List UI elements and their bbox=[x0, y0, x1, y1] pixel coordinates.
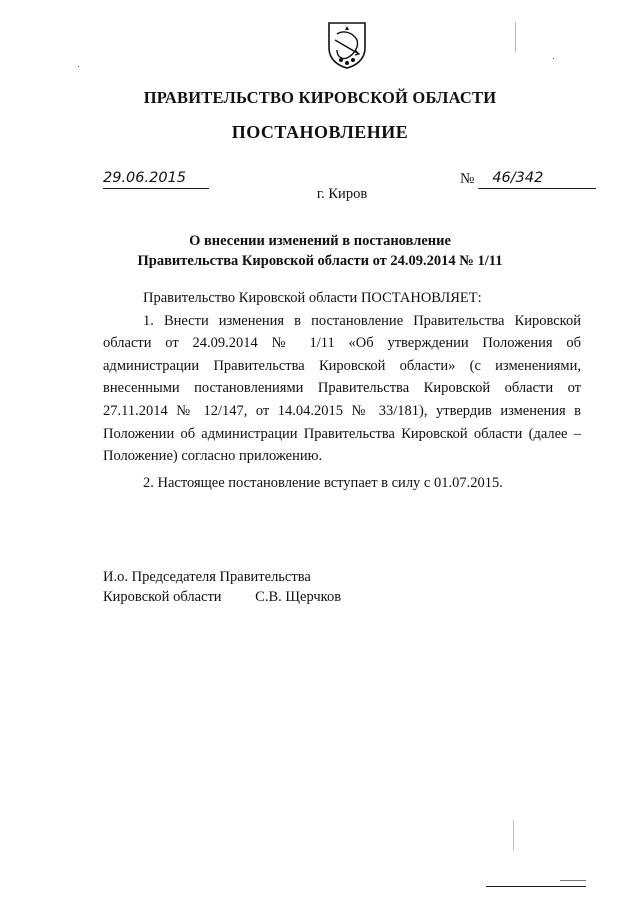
intro-paragraph: Правительство Кировской области ПОСТАНОВЛЯЕТ: bbox=[143, 290, 482, 306]
document-number bbox=[460, 168, 596, 188]
number-sign: № bbox=[460, 171, 475, 187]
coat-of-arms-icon bbox=[325, 20, 369, 70]
scan-speck bbox=[515, 22, 516, 52]
signer-title-line-2: Кировской области bbox=[103, 589, 222, 605]
scan-speck bbox=[513, 820, 514, 850]
document-number-value: 46/342 bbox=[478, 168, 596, 189]
government-title: ПРАВИТЕЛЬСТВО КИРОВСКОЙ ОБЛАСТИ bbox=[143, 88, 497, 107]
document-subject bbox=[0, 231, 640, 271]
signature-block bbox=[103, 567, 341, 607]
document-type-title: ПОСТАНОВЛЕНИЕ bbox=[231, 122, 409, 142]
item-1-paragraph: 1. Внести изменения в постановление Правительства Кировской области от 24.09.2014 № 1/11 «Об утверждении Положения об администрации Правительства Кировской области» (с изменениями, внесенными постановлениями Правительства Кировской области от 27.11.2014 № 12/147, от 14.04.2015 № 33/181), утвердив изменения в Положении об администрации Правительства Кировской области (далее – Положение) согласно приложению. bbox=[103, 312, 581, 465]
document-body bbox=[103, 287, 581, 494]
item-2-paragraph: 2. Настоящее постановление вступает в силу с 01.07.2015. bbox=[143, 474, 503, 491]
bottom-rule-short bbox=[560, 880, 586, 881]
bottom-rule bbox=[486, 886, 586, 887]
scan-speck bbox=[553, 58, 554, 59]
subject-line-1: О внесении изменений в постановление bbox=[189, 233, 451, 249]
signer-name: С.В. Щерчков bbox=[255, 589, 342, 605]
city-label: г. Киров bbox=[316, 186, 368, 202]
signer-title-line-1: И.о. Председателя Правительства bbox=[103, 569, 311, 585]
document-date: 29.06.2015 bbox=[103, 168, 209, 189]
subject-line-2: Правительства Кировской области от 24.09.2014 № 1/11 bbox=[137, 253, 503, 269]
scan-speck bbox=[78, 66, 79, 67]
